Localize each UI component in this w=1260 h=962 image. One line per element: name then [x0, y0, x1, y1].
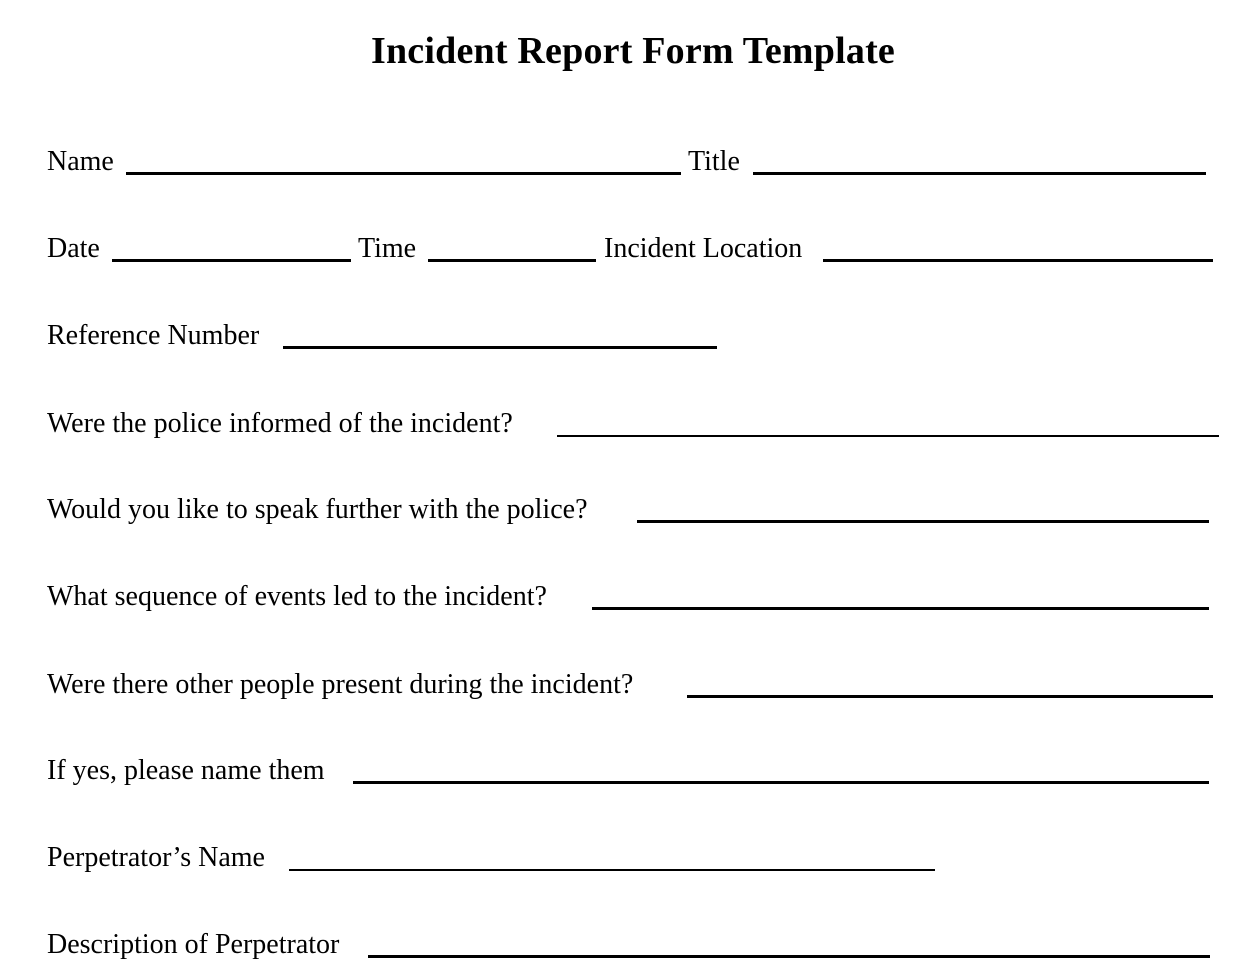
- date-label: Date: [47, 233, 100, 264]
- police-informed-field[interactable]: [557, 435, 1219, 437]
- perpetrator-name-label: Perpetrator’s Name: [47, 842, 265, 873]
- name-them-label: If yes, please name them: [47, 755, 325, 786]
- other-people-label: Were there other people present during the incident?: [47, 669, 634, 700]
- page-title: Incident Report Form Template: [370, 30, 896, 72]
- name-field[interactable]: [126, 172, 681, 175]
- speak-police-row: [47, 493, 1217, 527]
- police-informed-row: [47, 407, 1222, 441]
- incident-location-label: Incident Location: [604, 233, 803, 264]
- speak-police-label: Would you like to speak further with the police?: [47, 494, 588, 525]
- reference-number-label: Reference Number: [47, 320, 260, 351]
- perpetrator-description-row: [47, 928, 1217, 962]
- name-label: Name: [47, 146, 114, 177]
- perpetrator-description-field[interactable]: [368, 955, 1210, 958]
- date-time-location-row: [47, 232, 1217, 266]
- sequence-events-field[interactable]: [592, 607, 1209, 610]
- name-title-row: [47, 145, 1217, 179]
- reference-number-row: [47, 319, 1217, 353]
- perpetrator-name-field[interactable]: [289, 869, 935, 871]
- date-field[interactable]: [112, 259, 351, 262]
- perpetrator-description-label: Description of Perpetrator: [47, 929, 340, 960]
- title-label: Title: [688, 146, 740, 177]
- sequence-events-row: [47, 580, 1217, 614]
- name-them-row: [47, 754, 1217, 788]
- time-field[interactable]: [428, 259, 596, 262]
- police-informed-label: Were the police informed of the incident?: [47, 408, 513, 439]
- other-people-field[interactable]: [687, 695, 1213, 698]
- speak-police-field[interactable]: [637, 520, 1209, 523]
- title-field[interactable]: [753, 172, 1206, 175]
- time-label: Time: [358, 233, 417, 264]
- other-people-row: [47, 668, 1217, 702]
- name-them-field[interactable]: [353, 781, 1209, 784]
- reference-number-field[interactable]: [283, 346, 717, 349]
- incident-location-field[interactable]: [823, 259, 1213, 262]
- sequence-events-label: What sequence of events led to the incident?: [47, 581, 547, 612]
- perpetrator-name-row: [47, 841, 1217, 875]
